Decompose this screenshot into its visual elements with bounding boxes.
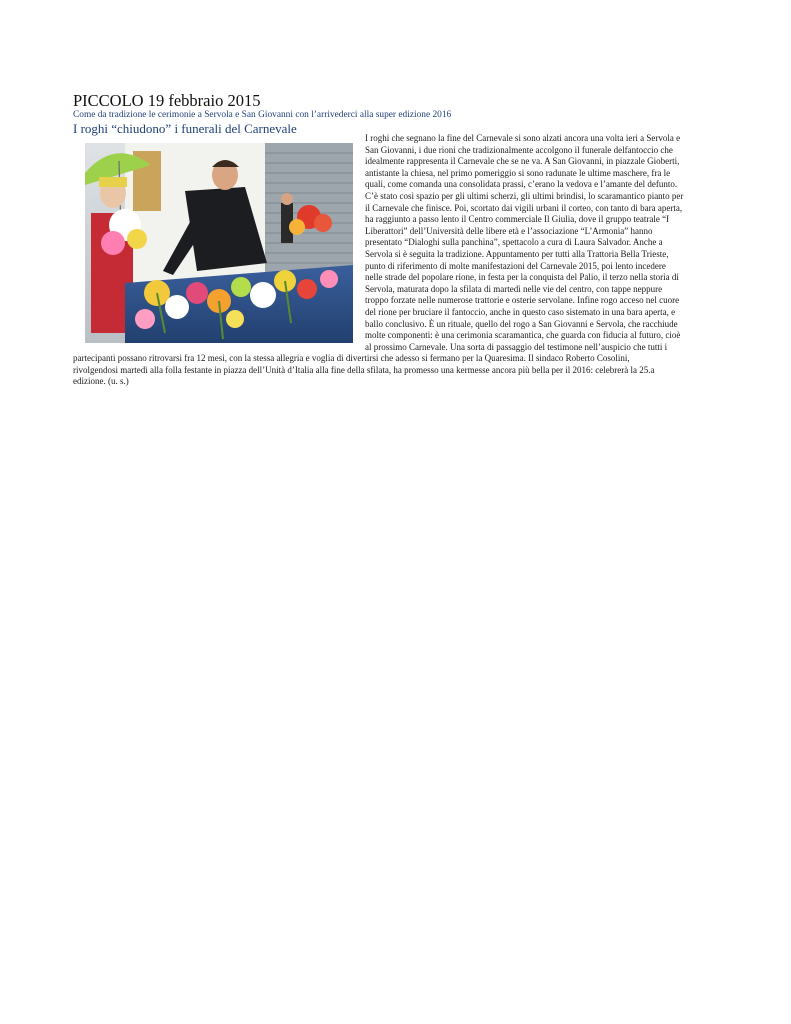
article-line: C’è stato così spazio per gli ultimi scherzi, gli ultimi brindisi, lo scaramantico pianto per [365,190,684,201]
article-line: rivolgendosi martedì alla folla festante in piazza dell’Unità d’Italia alla fine della sfilata, ha promesso una kermesse ancora più bella per il 2016: celebrerà la 25.a [73,364,655,375]
article-line: punto di riferimento di molte manifestazioni del Carnevale 2015, poi lento incedere [365,260,666,271]
article-headline: I roghi “chiudono” i funerali del Carnevale [73,121,297,136]
article-line: Servola, maturata dopo la sfilata di martedì nelle vie del centro, con tappe neppure [365,283,663,294]
article-line: nelle strade del popolare rione, in festa per la conquista del Palio, il terzo nella storia di [365,272,679,283]
article-line: antistante la chiesa, nel primo pomeriggio si sono radunate le ultime maschere, fra le [365,167,671,178]
article-line: del rione per bruciare il fantoccio, anche in questo caso sistemato in una bara aperta, e [365,306,676,317]
article-line: partecipanti possano ritrovarsi fra 12 mesi, con la stessa allegria e voglia di divertirsi che adesso si fermano per la Quaresima. Il sindaco Roberto Cosolini, [73,353,630,364]
photo-wrap-space [73,133,365,344]
article-body [73,133,713,388]
article-line: idealmente rappresenta il Carnevale che se ne va. A San Giovanni, in piazzale Gioberti, [365,156,680,167]
article-line: ballo conclusivo. È un rituale, quello del rogo a San Giovanni e Servola, che racchiude [365,318,678,329]
article-line: Servola si è seguita la tradizione. Appuntamento per tutti alla Trattoria Bella Trieste, [365,248,669,259]
article-line: Liberattori” dell’Università delle libere età e l’associazione “L’Armonia” hanno [365,225,653,236]
article-subtitle: Come da tradizione le cerimonie a Servola e San Giovanni con l’arrivederci alla super edizione 2016 [73,110,452,120]
article-line: ha raggiunto a passo lento il Centro commerciale Il Giulia, dove il gruppo teatrale “I [365,214,670,225]
article-line: edizione. (u. s.) [73,376,129,387]
article-line: molte componenti: è una cerimonia scaramantica, che guarda con fiducia al futuro, cioè [365,330,681,341]
article-line: al prossimo Carnevale. Una sorta di passaggio del testimone nell’auspicio che tutti i [365,341,668,352]
article-line: troppo forzate nelle numerose trattorie e osterie servolane. Infine rogo acceso nel cuore [365,295,680,306]
article-line: San Giovanni, i due rioni che tradizionalmente accolgono il funerale delfantoccio che [365,144,673,155]
masthead-title: PICCOLO 19 febbraio 2015 [73,91,261,110]
article-line: il Carnevale che finisce. Poi, scortato dai vigili urbani il corteo, con tanto di bara aperta, [365,202,683,213]
article-line: quali, come comanda una consolidata prassi, c’erano la vedova e l’amante del defunto. [365,179,678,190]
article-line: presentato “Dialoghi sulla panchina”, spettacolo a cura di Laura Salvador. Anche a [365,237,663,248]
article-line: I roghi che segnano la fine del Carnevale si sono alzati ancora una volta ieri a Servola e [365,133,681,143]
